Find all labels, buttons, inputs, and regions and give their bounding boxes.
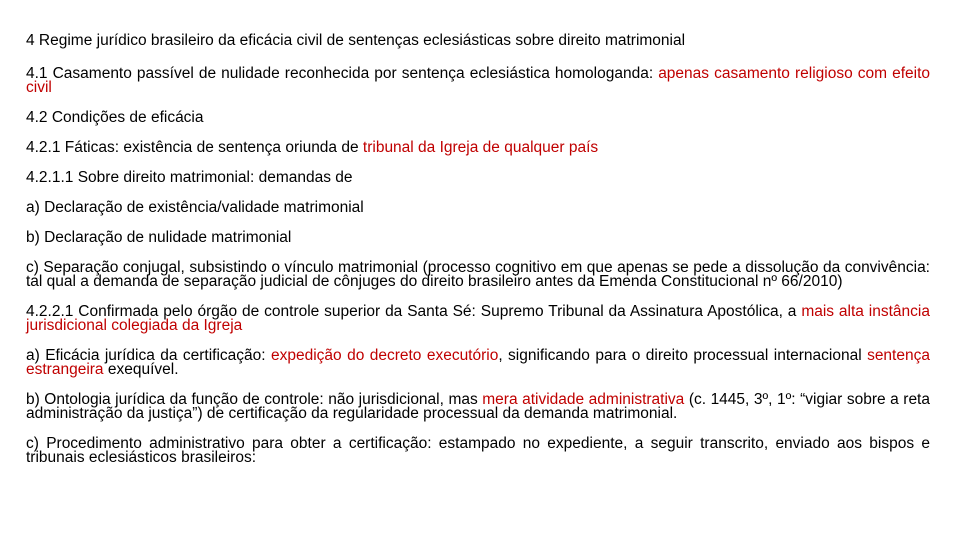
text-segment: 4.1 Casamento passível de nulidade reconhecida por sentença eclesiástica homologanda: xyxy=(26,65,659,82)
highlight-text: sentença estrangeira xyxy=(26,347,930,378)
list-item-b-nullity xyxy=(26,231,930,245)
list-item-a-existence xyxy=(26,201,930,215)
highlight-text: tribunal da Igreja de qualquer país xyxy=(362,139,599,156)
paragraph-4-1 xyxy=(26,67,930,95)
section-heading xyxy=(26,34,930,48)
highlight-text: expedição do decreto executório xyxy=(271,347,499,364)
text-segment: exequível. xyxy=(103,361,179,378)
text-segment: 4.2.1.1 Sobre direito matrimonial: demandas de xyxy=(26,169,353,186)
text-segment: (c. 1445, 3º, 1º: “vigiar sobre a reta administração da justiça”) de certificação da regularidade processual da demanda matrimonial. xyxy=(26,391,930,422)
slide-content xyxy=(26,34,930,481)
text-segment: c) Procedimento administrativo para obter a certificação: estampado no expediente, a seguir transcrito, enviado aos bispos e tribunais eclesiásticos brasileiros: xyxy=(26,435,930,466)
list-item-b-ontology xyxy=(26,393,930,421)
text-segment: a) Eficácia jurídica da certificação: xyxy=(26,347,271,364)
text-segment: 4 Regime jurídico brasileiro da eficácia civil de sentenças eclesiásticas sobre direito matrimonial xyxy=(26,32,686,49)
text-segment: , significando para o direito processual internacional xyxy=(498,347,868,364)
text-segment: 4.2.2.1 Confirmada pelo órgão de controle superior da Santa Sé: Supremo Tribunal da Assinatura Apostólica, a xyxy=(26,303,802,320)
text-segment: 4.2.1 Fáticas: existência de sentença oriunda de xyxy=(26,139,363,156)
paragraph-4-2 xyxy=(26,111,930,125)
text-segment: a) Declaração de existência/validade matrimonial xyxy=(26,199,364,216)
text-segment: 4.2 Condições de eficácia xyxy=(26,109,204,126)
highlight-text: mera atividade administrativa xyxy=(482,391,685,408)
highlight-text: apenas casamento religioso com efeito civil xyxy=(26,65,930,96)
list-item-c-procedure xyxy=(26,437,930,465)
text-segment: c) Separação conjugal, subsistindo o vínculo matrimonial (processo cognitivo em que apenas se pede a dissolução da convivência: tal qual a demanda de separação judicial de cônjuges do direito brasileiro antes da Emenda Constitucional nº 66/2010) xyxy=(26,259,930,290)
list-item-a-efficacy xyxy=(26,349,930,377)
text-segment: b) Ontologia jurídica da função de controle: não jurisdicional, mas xyxy=(26,391,483,408)
paragraph-4-2-1 xyxy=(26,141,930,155)
paragraph-4-2-2-1 xyxy=(26,305,930,333)
list-item-c-separation xyxy=(26,261,930,289)
highlight-text: mais alta instância jurisdicional colegiada da Igreja xyxy=(26,303,930,334)
text-segment: b) Declaração de nulidade matrimonial xyxy=(26,229,292,246)
paragraph-4-2-1-1 xyxy=(26,171,930,185)
